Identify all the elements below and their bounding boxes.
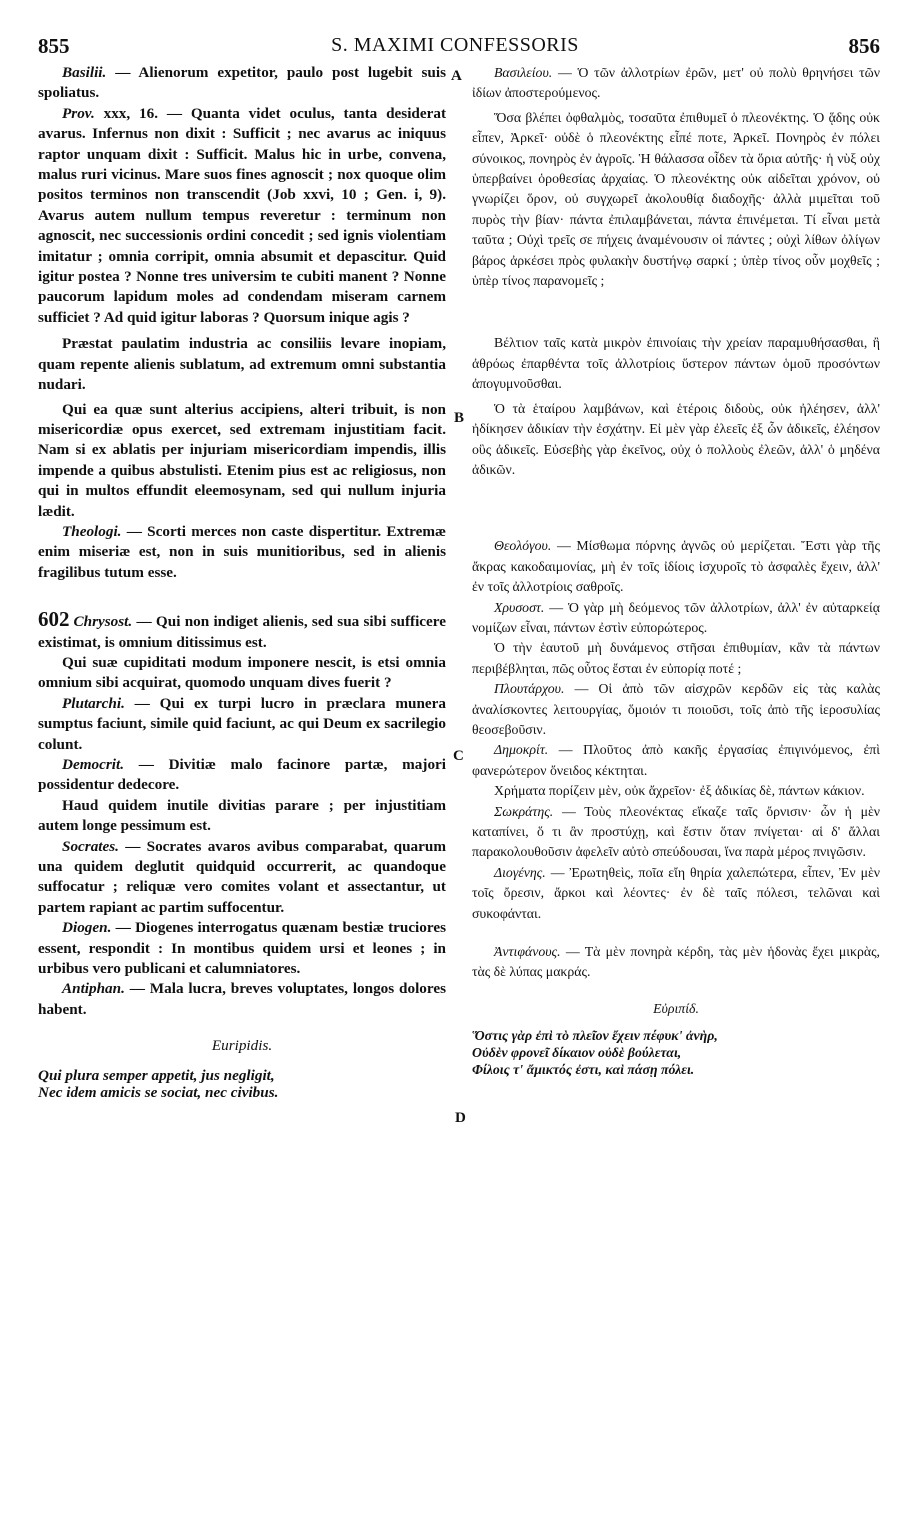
section-marker-c: C — [453, 748, 464, 764]
greek-text: — Τὰ μὲν πονηρὰ κέρδη, τὰς μὲν ἡδονὰς ἔχει μικρὰς, τὰς δὲ λύπας μακράς. — [472, 944, 880, 980]
source-label: Ἀντιφάνους. — [494, 944, 561, 960]
section-marker-a: A — [451, 68, 462, 84]
greek-text: — Μίσθωμα πόρνης ἁγνῶς οὐ μερίζεται. Ἔστι γὰρ τῆς ἄκρας κακοδαιμονίας, μὴ ἐν τοῖς ἰδίοις ἰσχυροῖς τὸ ἀσφαλὲς ἔχειν, ἀλλ' ἐν τοῖς ἀλλοτρίοις σαθροῖς. — [472, 538, 880, 595]
source-label: Βασιλείου. — [494, 65, 553, 80]
page-number-right: 856 — [848, 34, 880, 58]
latin-text: — Socrates avaros avibus comparabat, quarum una quidem deglutit quidquid occurrerit, ac quandoque suffocatur ; reliquæ vero comites volant et assectantur, ut partem rapiant ac partim suffocentur. — [38, 837, 446, 916]
latin-paragraph — [38, 755, 446, 796]
greek-paragraph — [472, 942, 880, 983]
verse-line: Qui plura semper appetit, jus negligit, — [38, 1066, 275, 1084]
greek-paragraph: Βέλτιον ταῖς κατὰ μικρὸν ἐπινοίαις τὴν χρείαν παραμυθήσασθαι, ἢ ἀθρόως ἐπαρθέντα τοῖς ἀλλοτρίοις ὕστερον πάντων ὁμοῦ προσόντων ἀπογυμνοῦσθαι. — [472, 335, 880, 392]
latin-text: — Qui ex turpi lucro in præclara munera sumptus faciunt, simile quid faciunt, ac qui Deum ex sacrilegio colunt. — [38, 694, 446, 753]
verse-line: Nec idem amicis se sociat, nec civibus. — [38, 1083, 279, 1101]
source-label: Democrit. — [62, 756, 125, 773]
source-label: Πλουτάρχου. — [494, 681, 565, 697]
source-label: Plutarchi. — [62, 694, 125, 712]
latin-paragraph: Qui ea quæ sunt alterius accipiens, alteri tribuit, is non misericordiæ opus exercet, sed extremam injustitiam facit. Nam si ex ablatis per injuriam misericordiam impendis, illis impende a quibus abstulisti. Etenim pius est ac religiosus, non qui in multos effundit eleemosynam, sed qui nullum injuria lædit. — [38, 400, 446, 520]
source-label: Basilii. — [62, 64, 107, 81]
latin-paragraph: Qui suæ cupiditati modum imponere nescit, is etsi omnia omnium sibi acquirat, quomodo unquam dives fuerit ? — [38, 653, 446, 692]
latin-paragraph: Haud quidem inutile divitias parare ; per injustitiam autem longe pessimum est. — [38, 796, 446, 835]
greek-paragraph — [472, 63, 880, 104]
source-label: Δημοκρίτ. — [494, 742, 549, 758]
source-label: Prov. — [62, 104, 95, 122]
verse-line: Ὅστις γὰρ ἐπὶ τὸ πλεῖον ἔχειν πέφυκ' ἀνὴρ, — [472, 1028, 718, 1044]
page-number-left: 855 — [38, 34, 70, 58]
source-label: Antiphan. — [62, 980, 125, 998]
latin-paragraph — [38, 837, 446, 919]
greek-column — [472, 63, 880, 1078]
source-label: Socrates. — [62, 837, 119, 855]
greek-paragraph: Ὁ τὰ ἑταίρου λαμβάνων, καὶ ἑτέροις διδοὺς, οὐκ ἠλέησεν, ἀλλ' ἠδίκησεν ἀδικίαν τὴν ἐσχάτην. Εἰ μὲν γὰρ ἐλεεῖς ἐξ ὧν ἀδικεῖς, ἐλέησον οὓς ἀδικεῖς. Εὐσεβὴς γὰρ ἐκεῖνος, οὐχ ὁ πολλοὺς ἐλεῶν, ἀλλ' ὁ μηδένα ἀδικῶν. — [472, 400, 880, 477]
section-marker-b: B — [454, 410, 465, 426]
source-label: Διογένης. — [494, 864, 546, 880]
page-header — [30, 30, 880, 60]
verse-line: Οὐδὲν φρονεῖ δίκαιον οὐδὲ βούλεται, — [472, 1045, 682, 1061]
latin-paragraph: Præstat paulatim industria ac consiliis levare inopiam, quam repente alienis sublatum, ad extremum omni substantia nudari. — [38, 335, 446, 394]
greek-paragraph — [472, 802, 880, 863]
greek-paragraph: Ὁ τὴν ἑαυτοῦ μὴ δυνάμενος στῆσαι ἐπιθυμίαν, κἂν τὰ πάντων περιβέβληται, πῶς οὗτος ἔσται ἐν εὐπορίᾳ ποτέ ; — [472, 640, 880, 676]
poet-heading: Εὐριπίδ. — [653, 1000, 699, 1016]
greek-text: — Ὁ γὰρ μὴ δεόμενος τῶν ἀλλοτρίων, ἀλλ' ἐν αὐταρκείᾳ νομίζων εἶναι, πάντων ἐστὶν εὐπορώτερος. — [472, 599, 880, 635]
latin-column — [38, 63, 446, 1101]
section-marker-d: D — [455, 1110, 466, 1126]
latin-paragraph — [38, 979, 446, 1020]
source-label: Χρυσοστ. — [494, 599, 545, 615]
latin-text: — Diogenes interrogatus quænam bestiæ truciores essent, respondit : In montibus quidem ursi et leones ; in urbibus vero publicani et calumniatores. — [38, 919, 446, 978]
greek-paragraph: Χρήματα πορίζειν μὲν, οὐκ ἄχρεῖον· ἐξ ἀδικίας δὲ, πάντων κάκιον. — [494, 783, 865, 799]
latin-paragraph — [38, 918, 446, 979]
greek-paragraph — [472, 598, 880, 639]
source-label: Σωκράτης. — [494, 803, 554, 819]
source-label: Diogen. — [62, 919, 112, 937]
source-label: Θεολόγου. — [494, 538, 552, 554]
source-label: Chrysost. — [73, 613, 133, 631]
greek-paragraph — [472, 679, 880, 740]
latin-paragraph — [38, 609, 446, 653]
greek-paragraph — [472, 740, 880, 781]
greek-paragraph — [472, 863, 880, 924]
running-title: S. MAXIMI CONFESSORIS — [331, 34, 579, 56]
latin-paragraph — [38, 694, 446, 755]
source-label: Theologi. — [62, 522, 122, 540]
latin-text: — Scorti merces non caste dispertitur. Extremæ enim miseriæ est, non in suis munitioribus, sed in alienis fragilibus tutum esse. — [38, 522, 446, 581]
verse-line: Φίλοις τ' ἄμικτός ἐστι, καὶ πάσῃ πόλει. — [472, 1062, 695, 1078]
poet-heading: Euripidis. — [211, 1037, 273, 1055]
greek-text: — Πλοῦτος ἀπὸ κακῆς ἐργασίας ἐπιγινόμενος, ἐπὶ φανερώτερον ὄνειδος κέκτηται. — [472, 742, 880, 778]
latin-paragraph — [38, 104, 446, 328]
latin-text: xxx, 16. — Quanta videt oculus, tanta desiderat avarus. Infernus non dixit : Sufficit ; nec avarus ac iniquus raptor unquam dixit : Sufficit. Malus hic in urbe, convena, malus ruri vicinus. Mare suos fines agnoscit ; nox quoque olim positos terminos non transcendit (Job xxvi, 10 ; Gen. i, 9). Avarus autem nullum tempus reveretur : terminum non agnoscit, nec successionis ordini concedit ; sed ignis violentiam imitatur ; omnia corripit, omnia absumit et depascitur. Quid igitur postea ? Nonne tres universim te cubiti manent ? Nonne paucorum lapidum moles ad condendam miseram carnem sufficiet ? Ad quid igitur laboras ? Quorsum inique agis ? — [38, 104, 446, 326]
greek-text: — Ὁ τῶν ἀλλοτρίων ἐρῶν, μετ' οὐ πολὺ θρηνήσει τῶν ἰδίων ἀποστερούμενος. — [472, 65, 880, 101]
latin-text: — Mala lucra, breves voluptates, longos dolores habent. — [38, 980, 446, 1018]
greek-text: — Τοὺς πλεονέκτας εἴκαζε ταῖς ὄρνισιν· ὧν ἡ μὲν καταπίνει, ὅ τι ἂν προστύχῃ, καὶ ἔστιν ὅταν πνίγεται· αἱ δ' ἄλλαι παρακολουθοῦσιν ἀφελεῖν αὐτὸ σπεύδουσαι, ἵνα παρὰ μέρος πνιγῶσιν. — [472, 803, 880, 860]
greek-text: — Οἱ ἀπὸ τῶν αἰσχρῶν κερδῶν εἰς τὰς καλὰς ἀναλίσκοντες λειτουργίας, ὅμοιόν τι ποιοῦσι, τοῖς ἀπὸ τῆς ἱεροσυλίας θεοσεβοῦσιν. — [472, 681, 880, 737]
latin-paragraph — [38, 63, 446, 104]
latin-paragraph — [38, 522, 446, 583]
column-number: 602 — [38, 607, 70, 632]
greek-paragraph: Ὅσα βλέπει ὀφθαλμὸς, τοσαῦτα ἐπιθυμεῖ ὁ πλεονέκτης. Ὁ ᾅδης οὐκ εἶπεν, Ἀρκεῖ· οὐδὲ ὁ πλεονέκτης εἶπέ ποτε, Ἀρκεῖ. Πονηρὸς ἐν πόλει σύνοικος, πονηρὸς ἐν ἀγροῖς. Ἡ θάλασσα οἶδεν τὰ ὅρια αὐτῆς· ἡ νὺξ οὐχ ὑπερβαίνει ὁροθεσίας ἀρχαίας. Ὁ πλεονέκτης οὐκ αἰδεῖται χρόνον, οὐ γνωρίζει ὅρον, οὐ συγχωρεῖ ἀκολουθίᾳ διαδοχῆς· ἀλλὰ μιμεῖται τοῦ πυρὸς τὴν βίαν· πάντα ἐπιλαμβάνεται, πάντα ἐπινέμεται. Τί εἶναι μετὰ ταῦτα ; Οὐχὶ τρεῖς σε πήχεις ἀναμένουσιν οἱ πάντες ; οὐχὶ λίθων ὀλίγων βάρος ἀρκέσει πρὸς φυλακὴν δυστήνῳ σαρκί ; ὑπὲρ τίνος οὖν μοχθεῖς ; ὑπὲρ τίνος παρανομεῖς ; — [472, 109, 880, 289]
latin-text: — Alienorum expetitor, paulo post lugebit suis spoliatus. — [38, 64, 446, 102]
greek-paragraph — [472, 536, 880, 597]
latin-text: — Divitiæ malo facinore partæ, majori possidentur dedecore. — [38, 756, 446, 794]
latin-text: — Qui non indiget alienis, sed sua sibi sufficere existimat, is omnium ditissimus est. — [38, 613, 446, 651]
greek-text: — Ἐρωτηθεὶς, ποῖα εἴη θηρία χαλεπώτερα, εἶπεν, Ἐν μὲν τοῖς ὄρεσιν, ἄρκοι καὶ λέοντες· ἐν δὲ ταῖς πόλεσι, τελῶναι καὶ συκοφάνται. — [472, 864, 880, 921]
